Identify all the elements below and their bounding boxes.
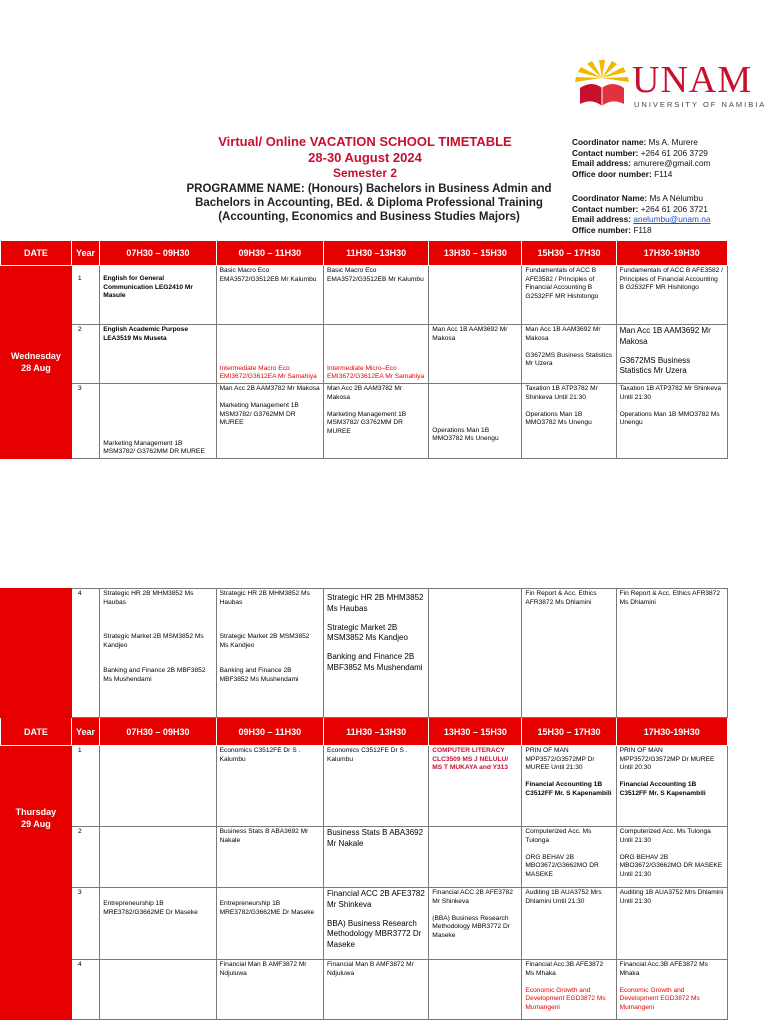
class-cell: Business Stats B ABA3692 Mr Nakale <box>323 827 428 888</box>
class-cell: Entrepreneurship 1B MRE3782/G3662ME Dr Maseke <box>100 888 216 960</box>
table-row <box>1 589 728 718</box>
class-cell: Marketing Management 1B MSM3782/ G3762MM DR MUREE <box>100 384 216 459</box>
col-header-slot2: 09H30 – 11H30 <box>216 241 323 266</box>
col-header-slot6: 17H30-19H30 <box>616 241 727 266</box>
col-header-year: Year <box>71 718 99 746</box>
coordinator-block-1: Coordinator name: Ms A. Murere Contact number: +264 61 206 3729 Email address: amurere@gmail.com Office door number: F114 <box>572 137 711 179</box>
col-header-slot2: 09H30 – 11H30 <box>216 718 323 746</box>
table-row <box>1 384 728 459</box>
class-cell: Strategic HR 2B MHM3852 Ms Haubas Strategic Market 2B MSM3852 Ms Kandjeo Banking and Finance 2B MBF3852 Ms Mushendami <box>216 589 323 718</box>
timetable-thursday <box>0 588 728 1020</box>
timetable-title: Virtual/ Online VACATION SCHOOL TIMETABLE <box>218 134 512 149</box>
class-cell: Basic Macro Eco EMA3572/G3512EB Mr Kalumbu <box>323 266 428 325</box>
class-cell: Computerized Acc. Ms Tulonga Until 21:30 ORG BEHAV 2B MBO3672/G3662MO DR MASEKE Until 21:30 <box>616 827 727 888</box>
semester-label: Semester 2 <box>332 166 398 180</box>
class-cell: Financial Acc.3B AFE3872 Ms Mhaka Economic Growth and Development EGD3872 Ms Mumangeni <box>616 960 727 1020</box>
class-cell: Man Acc 1B AAM3692 Mr Makosa G3672MS Business Statistics Mr Uzera <box>616 325 727 384</box>
class-cell: Taxation 1B ATP3782 Mr Shinkeva Until 21:30 Operations Man 1B MMO3782 Ms Unengu <box>522 384 616 459</box>
class-cell: Auditing 1B AUA3752 Mrs Dhlamini Until 21:30 <box>616 888 727 960</box>
class-cell: Economics C3512FE Dr S . Kalumbu <box>323 746 428 827</box>
class-cell <box>429 266 522 325</box>
col-header-slot5: 15H30 – 17H30 <box>522 241 616 266</box>
class-cell: PRIN OF MAN MPP3572/G3572MP Dr MUREE Until 20:30 Financial Accounting 1B C3512FF Mr. S Kapenambili <box>616 746 727 827</box>
class-cell: English Academic Purpose LEA3519 Ms Museta <box>100 325 216 384</box>
class-cell: Fin Report & Acc. Ethics AFR3872 Ms Dhlamini <box>616 589 727 718</box>
timetable-wednesday <box>0 240 728 459</box>
day-cell-continued <box>1 589 72 718</box>
class-cell: Auditing 1B AUA3752 Mrs Dhlamini Until 21:30 <box>522 888 616 960</box>
col-header-slot1: 07H30 – 09H30 <box>100 241 216 266</box>
class-cell: Man Acc 1B AAM3692 Mr Makosa <box>429 325 522 384</box>
programme-name: PROGRAMME NAME: (Honours) Bachelors in Business Admin and Bachelors in Accounting, BEd. & Diploma Professional Training (Accounting, Economics and Business Studies Majors) <box>186 183 552 223</box>
class-cell: Fundamentals of ACC B AFE3582 / Principles of Financial Accounting B G2532FF MR Hishitongo <box>616 266 727 325</box>
table-header-row <box>1 241 728 266</box>
class-cell <box>100 827 216 888</box>
class-cell: Financial ACC 2B AFE3782 Mr Shinkeva BBA) Business Research Methodology MBR3772 Dr Maseke <box>323 888 428 960</box>
class-cell: Operations Man 1B MMO3782 Ms Unengu <box>429 384 522 459</box>
year-cell: 1 <box>71 266 99 325</box>
class-cell: PRIN OF MAN MPP3572/G3572MP Dr MUREE Until 21:30 Financial Accounting 1B C3512FF Mr. S Kapenambili <box>522 746 616 827</box>
year-cell: 4 <box>71 960 99 1020</box>
col-header-slot4: 13H30 – 15H30 <box>429 718 522 746</box>
class-cell: Man Acc 2B AAM3782 Mr Makosa Marketing Management 1B MSM3782/ G3762MM DR MUREE <box>323 384 428 459</box>
class-cell <box>429 960 522 1020</box>
col-header-slot1: 07H30 – 09H30 <box>100 718 216 746</box>
col-header-year: Year <box>71 241 99 266</box>
coordinator-email-link[interactable]: anelumbu@unam.na <box>633 214 711 224</box>
class-cell: Economics C3512FE Dr S . Kalumbu <box>216 746 323 827</box>
class-cell: Fin Report & Acc. Ethics AFR3872 Ms Dhlamini <box>522 589 616 718</box>
year-cell: 3 <box>71 384 99 459</box>
table-row <box>1 888 728 960</box>
table-row <box>1 827 728 888</box>
unam-logo <box>572 58 767 114</box>
class-cell: Intermediate Macro Eco EMI3672/G3612EA Mr Samahiya <box>216 325 323 384</box>
col-header-slot4: 13H30 – 15H30 <box>429 241 522 266</box>
class-cell: Taxation 1B ATP3782 Mr Shinkeva Until 21:30 Operations Man 1B MMO3782 Ms Unengu <box>616 384 727 459</box>
class-cell: Strategic HR 2B MHM3852 Ms Haubas Strategic Market 2B MSM3852 Ms Kandjeo Banking and Finance 2B MBF3852 Ms Mushendami <box>323 589 428 718</box>
class-cell: Financial Acc.3B AFE3872 Ms Mhaka Economic Growth and Development EGD3872 Ms Mumangeni <box>522 960 616 1020</box>
day-cell-wednesday: Wednesday 28 Aug <box>1 266 72 459</box>
class-cell: Man Acc 1B AAM3692 Mr Makosa G3672MS Business Statistics Mr Uzera <box>522 325 616 384</box>
class-cell: Financial Man B AMF3872 Mr Ndjuluwa <box>216 960 323 1020</box>
class-cell <box>100 960 216 1020</box>
class-cell: COMPUTER LITERACY CLC3509 MS J NELULU/ MS T MUKAYA and Y313 <box>429 746 522 827</box>
col-header-slot3: 11H30 –13H30 <box>323 718 428 746</box>
logo-wordmark: UNAM <box>632 59 753 101</box>
col-header-date: DATE <box>1 718 72 746</box>
class-cell: Financial ACC 2B AFE3782 Mr Shinkeva (BBA) Business Research Methodology MBR3772 Dr Maseke <box>429 888 522 960</box>
col-header-date: DATE <box>1 241 72 266</box>
class-cell: Man Acc 2B AAM3782 Mr Makosa Marketing Management 1B MSM3782/ G3762MM DR MUREE <box>216 384 323 459</box>
class-cell: Financial Man B AMF3872 Mr Ndjuluwa <box>323 960 428 1020</box>
col-header-slot6: 17H30-19H30 <box>616 718 727 746</box>
year-cell: 4 <box>71 589 99 718</box>
class-cell: Business Stats B ABA3692 Mr Nakale <box>216 827 323 888</box>
year-cell: 2 <box>71 325 99 384</box>
table-row <box>1 266 728 325</box>
class-cell <box>429 827 522 888</box>
year-cell: 3 <box>71 888 99 960</box>
class-cell: English for General Communication LEG2410 Mr Masule <box>100 266 216 325</box>
class-cell: Basic Macro Eco EMA3572/G3512EB Mr Kalumbu <box>216 266 323 325</box>
year-cell: 2 <box>71 827 99 888</box>
coordinator-block-2: Coordinator Name: Ms A Nelumbu Contact number: +264 61 206 3721 Email address: anelumbu@unam.na Office number: F118 <box>572 193 711 235</box>
table-row <box>1 960 728 1020</box>
logo-subtitle: UNIVERSITY OF NAMIBIA <box>634 100 767 109</box>
col-header-slot3: 11H30 –13H30 <box>323 241 428 266</box>
class-cell <box>100 746 216 827</box>
class-cell: Intermediate Micro–Eco EMI3672/G3612EA Mr Samahiya <box>323 325 428 384</box>
timetable-dates: 28-30 August 2024 <box>308 150 422 165</box>
col-header-slot5: 15H30 – 17H30 <box>522 718 616 746</box>
day-cell-thursday: Thursday 29 Aug <box>1 746 72 1020</box>
class-cell: Entrepreneurship 1B MRE3782/G3662ME Dr Maseke <box>216 888 323 960</box>
table-header-row <box>1 718 728 746</box>
year-cell: 1 <box>71 746 99 827</box>
table-row <box>1 325 728 384</box>
table-row <box>1 746 728 827</box>
class-cell: Computerized Acc. Ms Tulonga ORG BEHAV 2B MBO3672/G3662MO DR MASEKE <box>522 827 616 888</box>
class-cell: Strategic HR 2B MHM3852 Ms Haubas Strategic Market 2B MSM3852 Ms Kandjeo Banking and Finance 2B MBF3852 Ms Mushendami <box>100 589 216 718</box>
sunburst-book-icon <box>572 58 632 110</box>
class-cell <box>429 589 522 718</box>
class-cell: Fundamentals of ACC B AFE3582 / Principles of Financial Accounting B G2532FF MR Hishitongo <box>522 266 616 325</box>
